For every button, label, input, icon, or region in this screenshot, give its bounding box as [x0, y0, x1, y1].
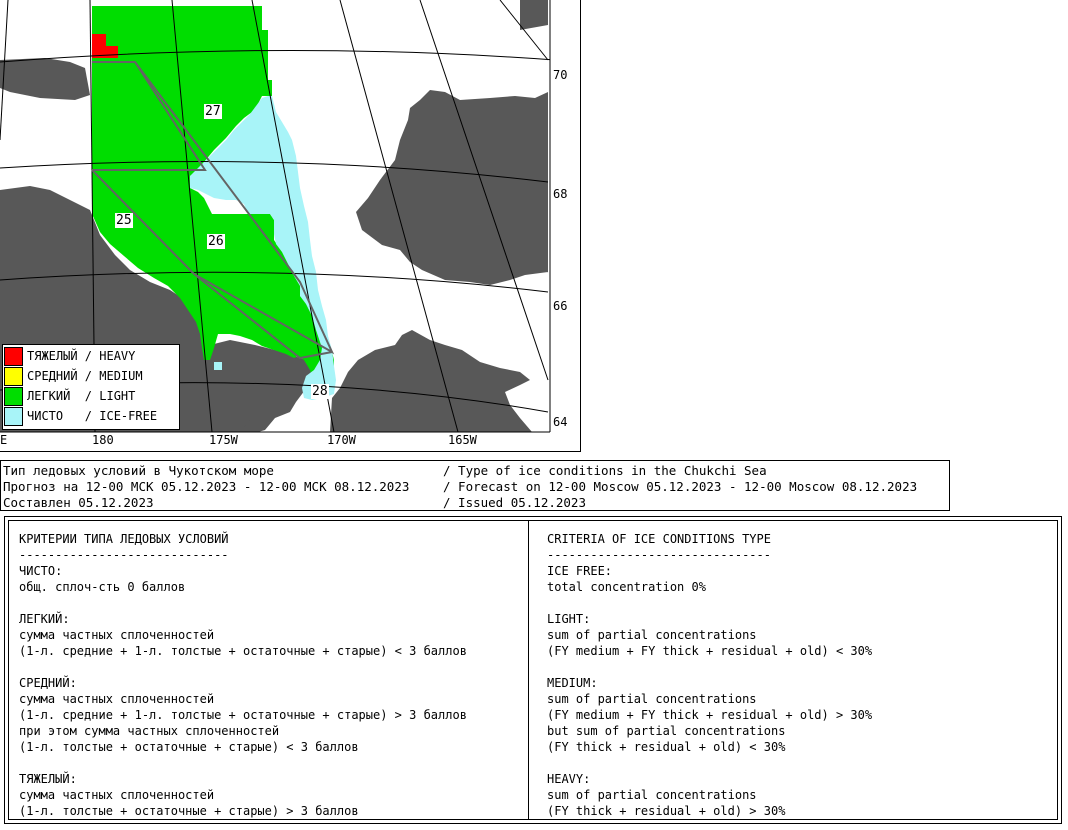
criteria-ru-line-15: ТЯЖЕЛЫЙ:: [19, 772, 77, 786]
criteria-en-line-16: sum of partial concentrations: [547, 788, 757, 802]
criteria-ru-line-16: сумма частных сплоченностей: [19, 788, 215, 802]
criteria-ru-line-17: (1-л. толстые + остаточные + старые) > 3 баллов: [19, 804, 359, 818]
criteria-ru-line-5: ЛЕГКИЙ:: [19, 612, 70, 626]
criteria-en-column: [547, 531, 872, 819]
info-title-en: / Type of ice conditions in the Chukchi Sea: [443, 463, 767, 478]
criteria-ru-line-2: ЧИСТО:: [19, 564, 63, 578]
criteria-ru-column: [19, 531, 467, 819]
criteria-en-line-2: ICE FREE:: [547, 564, 613, 578]
criteria-inner-frame: [8, 520, 1058, 820]
lon-label-175w: 175W: [209, 433, 238, 447]
lon-label-180: 180: [92, 433, 114, 447]
criteria-ru-line-6: сумма частных сплоченностей: [19, 628, 215, 642]
criteria-divider: [528, 521, 529, 819]
criteria-en-line-1: -------------------------------: [547, 548, 771, 562]
region-label-27: 27: [205, 104, 221, 119]
legend-item-light: [4, 386, 135, 406]
criteria-en-line-17: (FY thick + residual + old) > 30%: [547, 804, 786, 818]
region-label-25: 25: [116, 213, 132, 228]
forecast-info-box: [0, 460, 950, 511]
lat-label-66: 66: [553, 299, 568, 313]
legend-swatch-ice-free: [4, 407, 23, 426]
ice-map: [0, 0, 581, 452]
info-title-ru: Тип ледовых условий в Чукотском море: [3, 463, 274, 478]
criteria-en-line-8: [547, 659, 872, 675]
map-bottom-strip: [0, 432, 580, 451]
criteria-ru-line-4: [19, 595, 467, 611]
map-legend: [2, 344, 180, 430]
criteria-ru-line-7: (1-л. средние + 1-л. толстые + остаточные + старые) < 3 баллов: [19, 644, 467, 658]
criteria-en-line-12: but sum of partial concentrations: [547, 724, 786, 738]
criteria-ru-line-0: КРИТЕРИИ ТИПА ЛЕДОВЫХ УСЛОВИЙ: [19, 532, 229, 546]
criteria-ru-line-9: СРЕДНИЙ:: [19, 676, 77, 690]
criteria-ru-line-3: общ. сплоч-сть 0 баллов: [19, 580, 186, 594]
legend-swatch-light: [4, 387, 23, 406]
lat-label-68: 68: [553, 187, 568, 201]
region-label-28: 28: [312, 384, 328, 399]
land-alaska-north: [520, 0, 548, 30]
criteria-ru-line-10: сумма частных сплоченностей: [19, 692, 215, 706]
legend-item-medium: [4, 366, 143, 386]
criteria-en-line-13: (FY thick + residual + old) < 30%: [547, 740, 786, 754]
criteria-ru-line-12: при этом сумма частных сплоченностей: [19, 724, 280, 738]
criteria-ru-line-13: (1-л. толстые + остаточные + старые) < 3 баллов: [19, 740, 359, 754]
criteria-en-line-14: [547, 755, 872, 771]
criteria-ru-line-1: -----------------------------: [19, 548, 229, 562]
criteria-box: [4, 516, 1062, 824]
region-label-26: 26: [208, 234, 224, 249]
criteria-en-line-6: sum of partial concentrations: [547, 628, 757, 642]
ice-free-spot: [214, 362, 222, 370]
legend-swatch-medium: [4, 367, 23, 386]
criteria-en-line-0: CRITERIA OF ICE CONDITIONS TYPE: [547, 532, 771, 546]
map-right-strip: [550, 0, 580, 432]
legend-item-ice-free: [4, 406, 157, 426]
criteria-en-line-7: (FY medium + FY thick + residual + old) < 30%: [547, 644, 873, 658]
info-issued-ru: Составлен 05.12.2023: [3, 495, 154, 510]
info-forecast-en: / Forecast on 12-00 Moscow 05.12.2023 - 12-00 Moscow 08.12.2023: [443, 479, 918, 494]
criteria-ru-line-8: [19, 659, 467, 675]
criteria-en-line-5: LIGHT:: [547, 612, 591, 626]
criteria-en-line-11: (FY medium + FY thick + residual + old) > 30%: [547, 708, 873, 722]
legend-label-medium: СРЕДНИЙ / MEDIUM: [27, 369, 143, 383]
legend-item-heavy: [4, 346, 135, 366]
lon-label-165w: 165W: [448, 433, 477, 447]
legend-swatch-heavy: [4, 347, 23, 366]
info-issued-en: / Issued 05.12.2023: [443, 495, 586, 510]
legend-label-heavy: ТЯЖЕЛЫЙ / HEAVY: [27, 349, 136, 363]
info-forecast-ru: Прогноз на 12-00 МСК 05.12.2023 - 12-00 МСК 08.12.2023: [3, 479, 410, 494]
criteria-en-line-4: [547, 595, 872, 611]
criteria-ru-line-14: [19, 755, 467, 771]
criteria-en-line-9: MEDIUM:: [547, 676, 598, 690]
lat-label-70: 70: [553, 68, 568, 82]
criteria-en-line-3: total concentration 0%: [547, 580, 706, 594]
legend-label-ice-free: ЧИСТО / ICE-FREE: [27, 409, 158, 423]
criteria-en-line-15: HEAVY:: [547, 772, 591, 786]
criteria-en-line-10: sum of partial concentrations: [547, 692, 757, 706]
lon-label-e: E: [0, 433, 8, 447]
legend-label-light: ЛЕГКИЙ / LIGHT: [27, 389, 136, 403]
lat-label-64: 64: [553, 415, 568, 429]
lon-label-170w: 170W: [327, 433, 356, 447]
criteria-ru-line-11: (1-л. средние + 1-л. толстые + остаточные + старые) > 3 баллов: [19, 708, 467, 722]
